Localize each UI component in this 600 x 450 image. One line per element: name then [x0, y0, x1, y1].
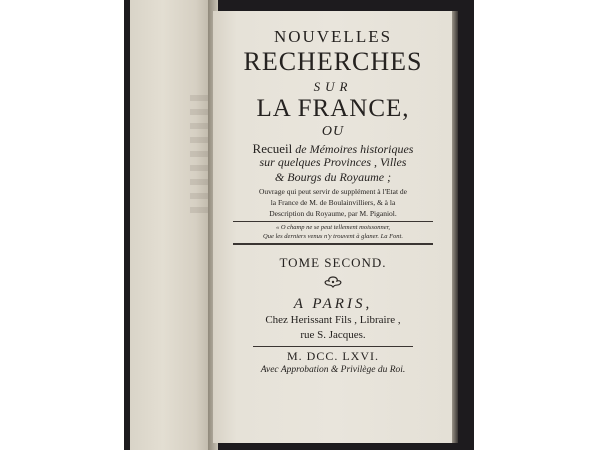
- imprint-rule: [253, 346, 413, 347]
- imprint-year: M. DCC. LXVI.: [286, 349, 380, 363]
- title-page: [213, 11, 453, 443]
- page-edge-shadow: [452, 11, 458, 443]
- epigraph-bottom-rule: [233, 243, 433, 245]
- epigraph-line-2: Que les derniers venus n'y trouvent à glaner. La Font.: [263, 233, 403, 240]
- show-through-text: [190, 95, 210, 215]
- title-line-nouvelles: NOUVELLES: [273, 27, 393, 46]
- epigraph-line-1: « O champ ne se peut tellement moissonner,: [275, 224, 391, 231]
- description-line-1: Ouvrage qui peut servir de supplément à l'Etat de: [259, 187, 407, 196]
- description-line-2: la France de M. de Boulainvilliers, & à la: [270, 198, 396, 207]
- description-line-3: Description du Royaume, par M. Piganiol.: [269, 209, 397, 218]
- subtitle-recueil: Recueil: [252, 141, 293, 156]
- subtitle-line-2: sur quelques Provinces , Villes: [259, 155, 407, 169]
- fleuron-ornament-icon: [323, 275, 343, 289]
- imprint-street: rue S. Jacques.: [300, 329, 366, 341]
- volume-label: TOME SECOND.: [279, 255, 387, 270]
- title-line-la-france: LA FRANCE,: [256, 95, 410, 122]
- title-line-recherches: RECHERCHES: [243, 47, 423, 76]
- imprint-publisher: Chez Herissant Fils , Libraire ,: [265, 314, 401, 326]
- subtitle-line-3: & Bourgs du Royaume ;: [274, 170, 392, 184]
- subtitle-memoires: de Mémoires historiques: [292, 142, 414, 156]
- title-line-ou: OU: [321, 124, 345, 139]
- title-line-sur: SUR: [313, 79, 353, 94]
- epigraph-top-rule: [233, 221, 433, 222]
- left-page: [130, 0, 212, 450]
- imprint-privilege: Avec Approbation & Privilège du Roi.: [260, 365, 406, 375]
- imprint-place: A PARIS,: [293, 296, 373, 312]
